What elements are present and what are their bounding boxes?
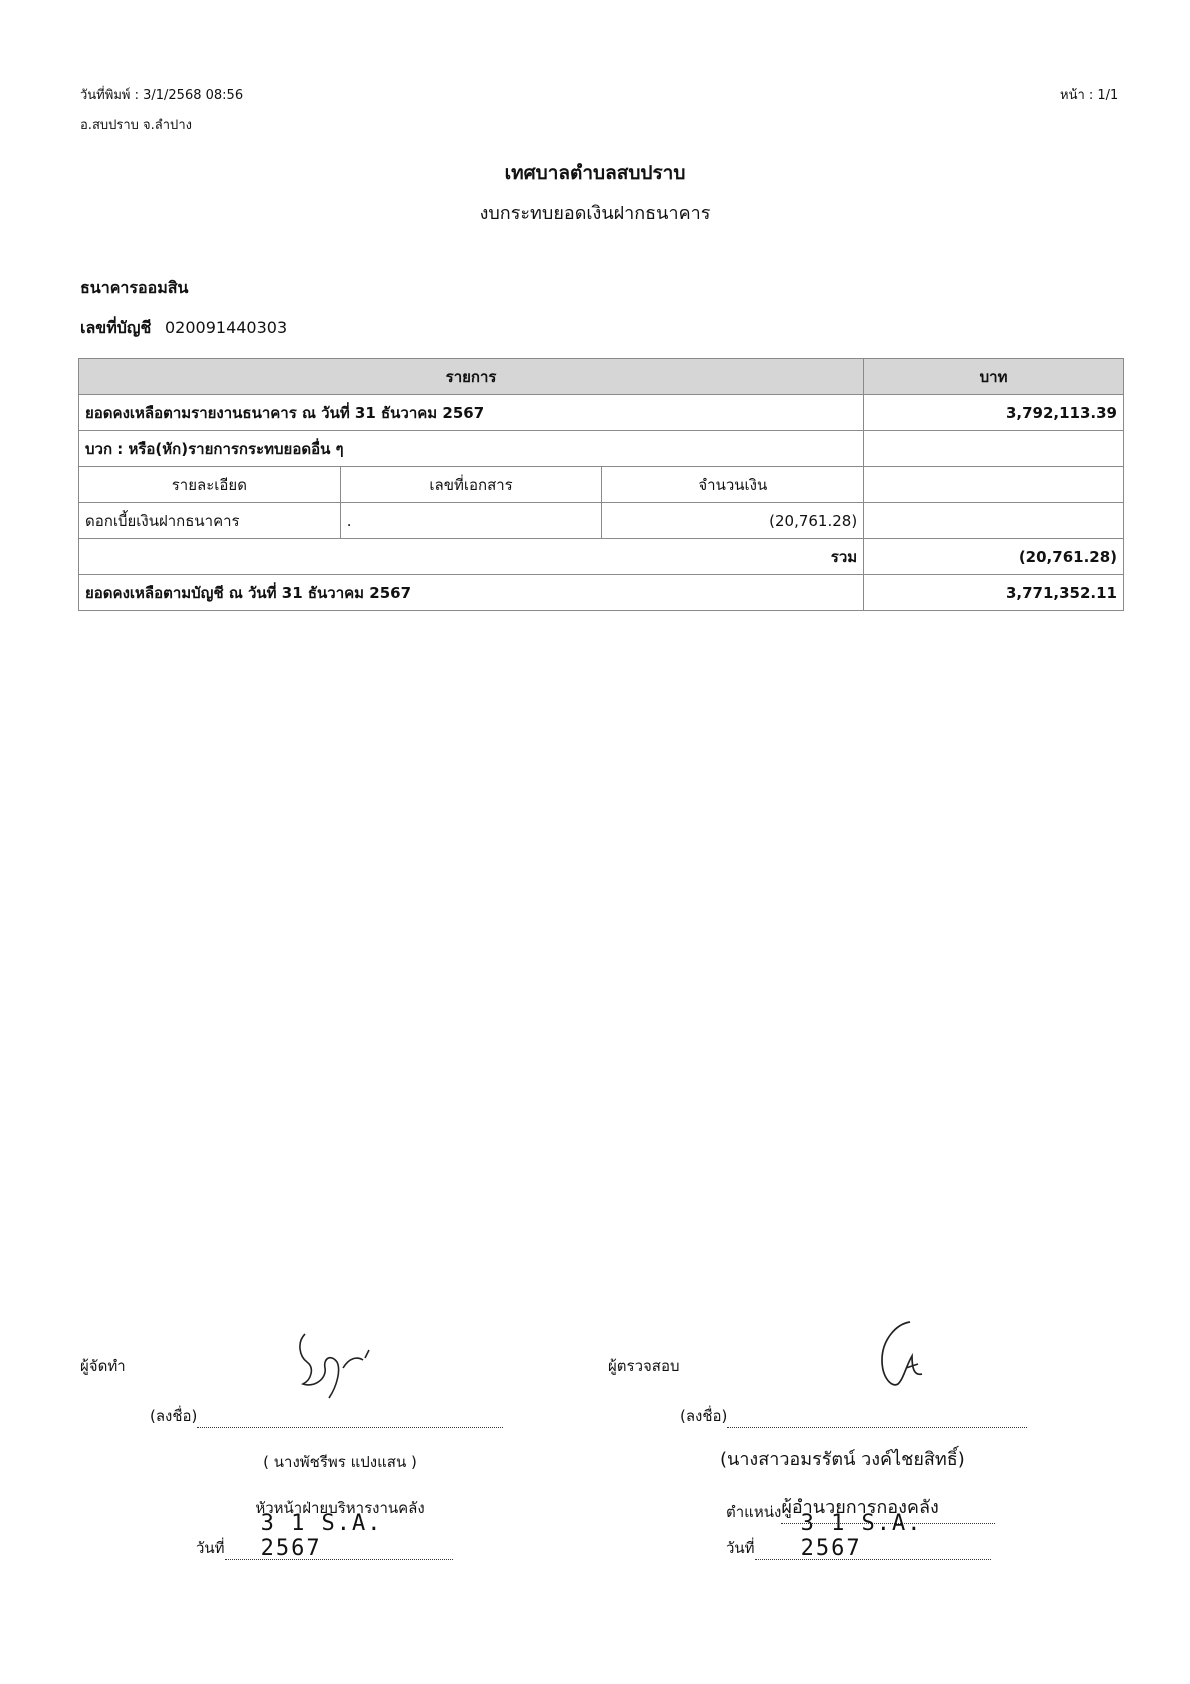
reviewer-signature-icon	[870, 1316, 940, 1396]
sub-header-amount: จำนวนเงิน	[602, 467, 864, 503]
reviewer-date-dots	[755, 1511, 991, 1561]
table-header-row	[79, 359, 1124, 395]
total-label: รวม	[79, 539, 864, 575]
reviewer-name: (นางสาวอมรรัตน์ วงค์ไชยสิทธิ์)	[720, 1449, 965, 1470]
account-number-line	[80, 316, 287, 341]
print-date: วันที่พิมพ์ : 3/1/2568 08:56	[80, 88, 244, 103]
preparer-label: ผู้จัดทำ	[80, 1357, 126, 1375]
organization-title: เทศบาลตำบลสบปราบ	[504, 162, 686, 184]
preparer-date-prefix: วันที่	[196, 1539, 225, 1557]
sub-header-docno: เลขที่เอกสาร	[340, 467, 602, 503]
total-value: (20,761.28)	[864, 539, 1124, 575]
preparer-sign-dots	[197, 1409, 503, 1428]
preparer-name: ( นางพัชรีพร แปงแสน )	[263, 1453, 417, 1471]
preparer-sign-line	[150, 1404, 503, 1428]
preparer-position: หัวหน้าฝ่ายบริหารงานคลัง	[255, 1499, 425, 1517]
adjustment-empty-cell	[864, 431, 1124, 467]
book-balance-value: 3,771,352.11	[864, 575, 1124, 611]
row-detail: ดอกเบี้ยเงินฝากธนาคาร	[79, 503, 341, 539]
adjustment-label: บวก : หรือ(หัก)รายการกระทบยอดอื่น ๆ	[79, 431, 864, 467]
bank-balance-value: 3,792,113.39	[864, 395, 1124, 431]
book-balance-row	[79, 575, 1124, 611]
document-title: งบกระทบยอดเงินฝากธนาคาร	[479, 203, 711, 224]
table-row	[79, 503, 1124, 539]
adjustment-row	[79, 431, 1124, 467]
total-row	[79, 539, 1124, 575]
bank-balance-row	[79, 395, 1124, 431]
preparer-date-dots	[225, 1511, 453, 1561]
reviewer-date-prefix: วันที่	[726, 1539, 755, 1557]
page-number: หน้า : 1/1	[1060, 88, 1119, 103]
preparer-signature-icon	[285, 1328, 395, 1408]
reviewer-position: ผู้อำนวยการกองคลัง	[781, 1497, 939, 1518]
preparer-date-line	[196, 1511, 453, 1561]
row-empty-cell	[864, 503, 1124, 539]
reviewer-sign-dots	[727, 1409, 1027, 1428]
header-item: รายการ	[79, 359, 864, 395]
reviewer-sign-line	[680, 1404, 1027, 1428]
location-text: อ.สบปราบ จ.ลำปาง	[80, 118, 192, 133]
reviewer-date-handwritten: 3 1 S.A. 2567	[800, 1511, 923, 1561]
preparer-date-handwritten: 3 1 S.A. 2567	[260, 1511, 383, 1561]
preparer-sign-prefix: (ลงชื่อ)	[150, 1407, 198, 1425]
row-amount: (20,761.28)	[602, 503, 864, 539]
bank-name: ธนาคารออมสิน	[80, 278, 189, 297]
book-balance-label: ยอดคงเหลือตามบัญชี ณ วันที่ 31 ธันวาคม 2567	[79, 575, 864, 611]
reviewer-label: ผู้ตรวจสอบ	[608, 1357, 680, 1375]
account-label: เลขที่บัญชี	[80, 318, 152, 337]
header-baht: บาท	[864, 359, 1124, 395]
account-number: 020091440303	[164, 318, 288, 337]
reconciliation-table	[78, 358, 1124, 611]
sub-header-empty-cell	[864, 467, 1124, 503]
row-docno: .	[340, 503, 602, 539]
bank-balance-label: ยอดคงเหลือตามรายงานธนาคาร ณ วันที่ 31 ธันวาคม 2567	[79, 395, 864, 431]
sub-header-row	[79, 467, 1124, 503]
reviewer-sign-prefix: (ลงชื่อ)	[680, 1407, 728, 1425]
reviewer-position-prefix: ตำแหน่ง	[726, 1503, 782, 1521]
sub-header-detail: รายละเอียด	[79, 467, 341, 503]
